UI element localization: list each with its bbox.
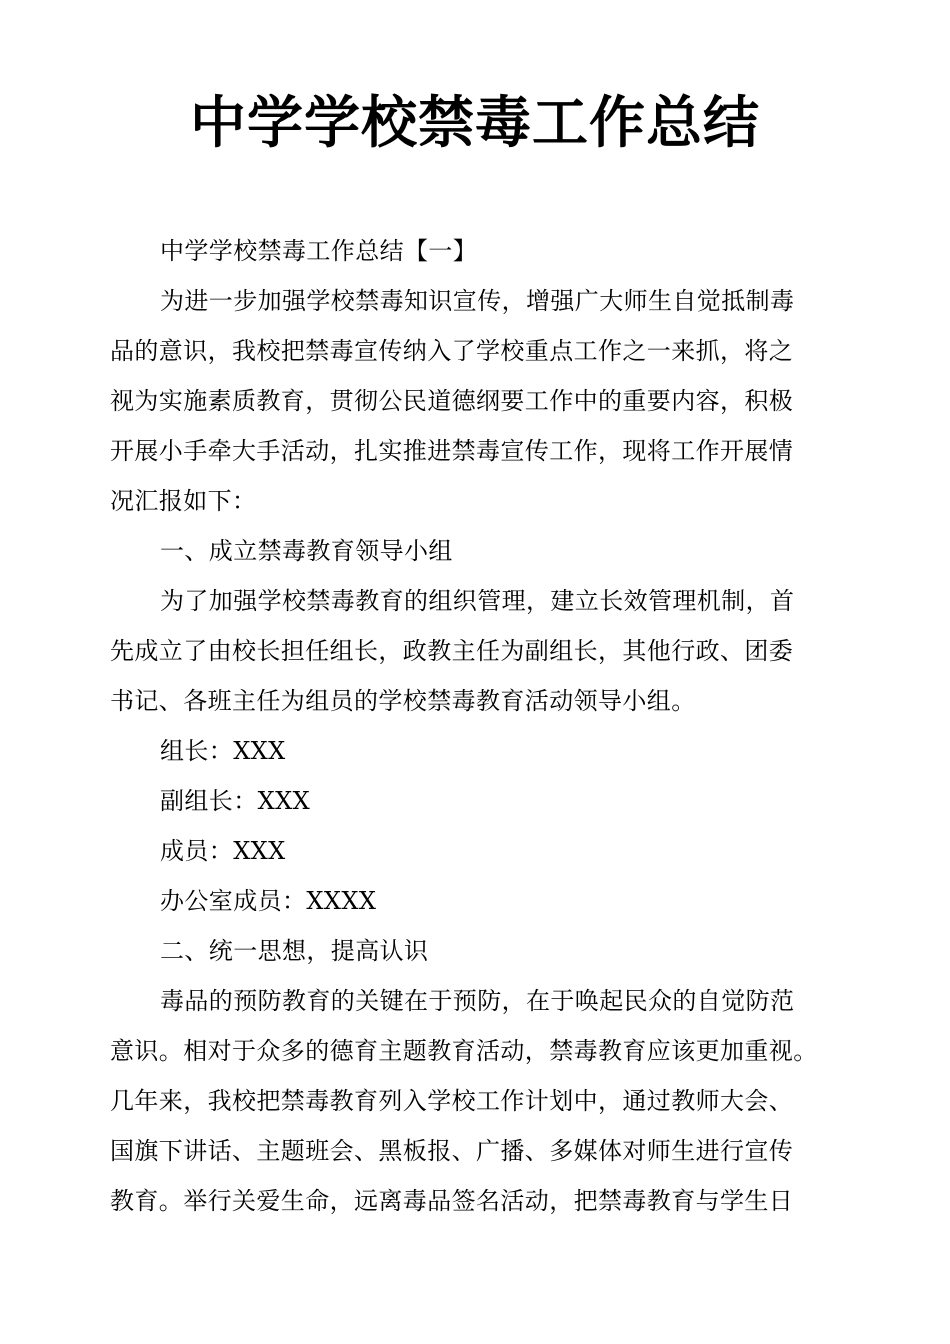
document-body <box>110 226 865 1226</box>
paragraph-line: 开展小手牵大手活动，扎实推进禁毒宣传工作，现将工作开展情 <box>110 437 794 465</box>
list-item: 组长：XXX <box>160 737 286 765</box>
paragraph-line: 先成立了由校长担任组长，政教主任为副组长，其他行政、团委 <box>110 637 794 665</box>
section-heading: 一、成立禁毒教育领导小组 <box>160 537 453 565</box>
list-item: 办公室成员：XXXX <box>160 887 377 915</box>
section-heading: 中学学校禁毒工作总结【一】 <box>160 237 478 265</box>
paragraph-line: 书记、各班主任为组员的学校禁毒教育活动领导小组。 <box>110 687 696 715</box>
section-heading: 二、统一思想，提高认识 <box>160 937 429 965</box>
paragraph-line: 几年来，我校把禁毒教育列入学校工作计划中，通过教师大会、 <box>110 1087 794 1115</box>
paragraph-line: 为进一步加强学校禁毒知识宣传，增强广大师生自觉抵制毒 <box>160 287 795 315</box>
paragraph-line: 意识。相对于众多的德育主题教育活动，禁毒教育应该更加重视。 <box>110 1037 818 1065</box>
list-item: 成员：XXX <box>160 837 286 865</box>
paragraph-line: 视为实施素质教育，贯彻公民道德纲要工作中的重要内容，积极 <box>110 387 794 415</box>
paragraph-line: 品的意识，我校把禁毒宣传纳入了学校重点工作之一来抓，将之 <box>110 337 794 365</box>
document-title: 中学学校禁毒工作总结 <box>190 91 760 156</box>
paragraph-line: 教育。举行关爱生命，远离毒品签名活动，把禁毒教育与学生日 <box>110 1187 794 1215</box>
paragraph-line: 国旗下讲话、主题班会、黑板报、广播、多媒体对师生进行宣传 <box>110 1137 794 1165</box>
paragraph-line: 况汇报如下： <box>110 487 257 515</box>
paragraph-line: 为了加强学校禁毒教育的组织管理，建立长效管理机制，首 <box>160 587 795 615</box>
paragraph-line: 毒品的预防教育的关键在于预防，在于唤起民众的自觉防范 <box>160 987 795 1015</box>
list-item: 副组长：XXX <box>160 787 311 815</box>
